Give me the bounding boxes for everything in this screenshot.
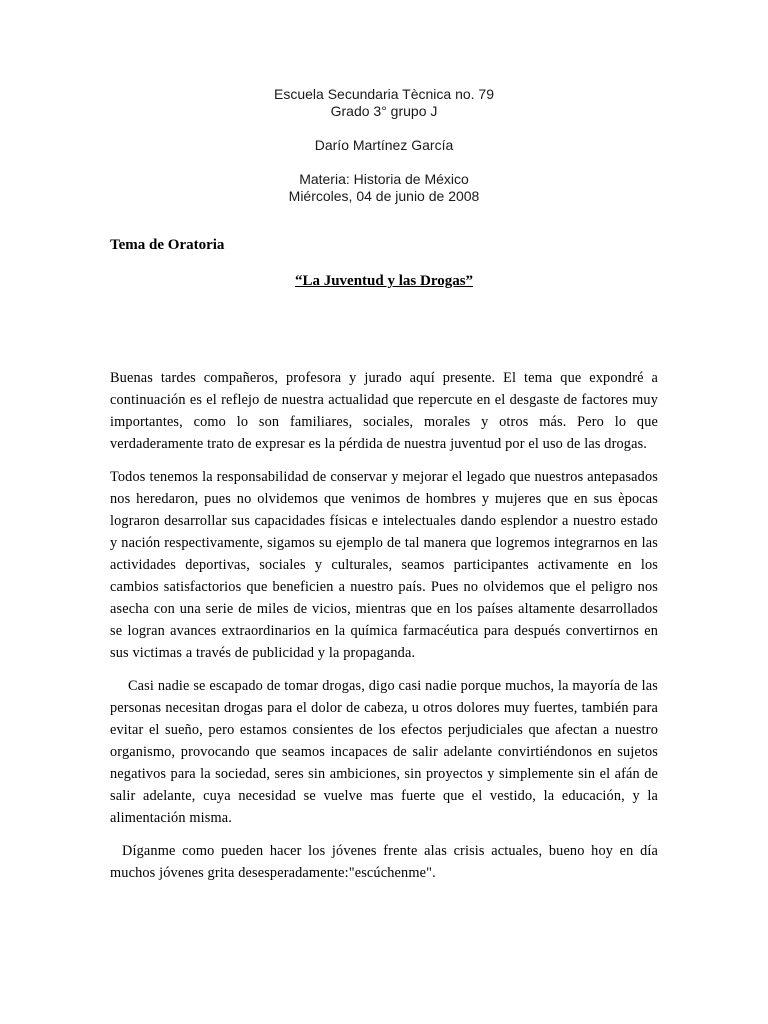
student-name: Darío Martínez García [314, 137, 454, 153]
grade-group: Grado 3° grupo J [330, 103, 438, 119]
header-spacer [0, 120, 768, 137]
speech-body [110, 367, 658, 895]
subject-line: Materia: Historia de México [299, 171, 469, 187]
paragraph: Díganme como pueden hacer los jóvenes frente alas crisis actuales, bueno hoy en día muchos jóvenes grita desesperadamente:"escúchenme". [110, 843, 658, 881]
topic-label: Tema de Oratoria [110, 237, 225, 253]
document-header [0, 86, 768, 205]
school-name: Escuela Secundaria Tècnica no. 79 [274, 86, 494, 102]
header-spacer [0, 154, 768, 171]
paragraph: Todos tenemos la responsabilidad de conservar y mejorar el legado que nuestros antepasados nos heredaron, pues no olvidemos que venimos de hombres y mujeres que en sus èpocas lograron desarrollar sus capacidades físicas e intelectuales dando esplendor a nuestro estado y nación respectivamente, sigamos su ejemplo de tal manera que logremos integrarnos en las actividades deportivas, sociales y culturales, seamos participantes activamente en los cambios satisfactorios que beneficien a nuestro país. Pues no olvidemos que el peligro nos asecha con una serie de miles de vicios, mientras que en los países altamente desarrollados se logran avances extraordinarios en la química farmacéutica para después convertirnos en sus victimas a través de publicidad y la propaganda. [110, 469, 658, 661]
paragraph: Casi nadie se escapado de tomar drogas, digo casi nadie porque muchos, la mayoría de las personas necesitan drogas para el dolor de cabeza, u otros dolores muy fuertes, también para evitar el sueño, pero estamos consientes de los efectos perjudiciales que afectan a nuestro organismo, provocando que seamos incapaces de salir adelante convirtiéndonos en sujetos negativos para la sociedad, seres sin ambiciones, sin proyectos y simplemente sin el afán de salir adelante, cuya necesidad se vuelve mas fuerte que el vestido, la educación, y la alimentación misma. [110, 678, 658, 826]
date-line: Miércoles, 04 de junio de 2008 [288, 188, 480, 204]
speech-title: “La Juventud y las Drogas” [294, 273, 474, 289]
paragraph: Buenas tardes compañeros, profesora y jurado aquí presente. El tema que expondré a continuación es el reflejo de nuestra actualidad que repercute en el desgaste de factores muy importantes, como lo son familiares, sociales, morales y otros más. Pero lo que verdaderamente trato de expresar es la pérdida de nuestra juventud por el uso de las drogas. [110, 370, 658, 452]
